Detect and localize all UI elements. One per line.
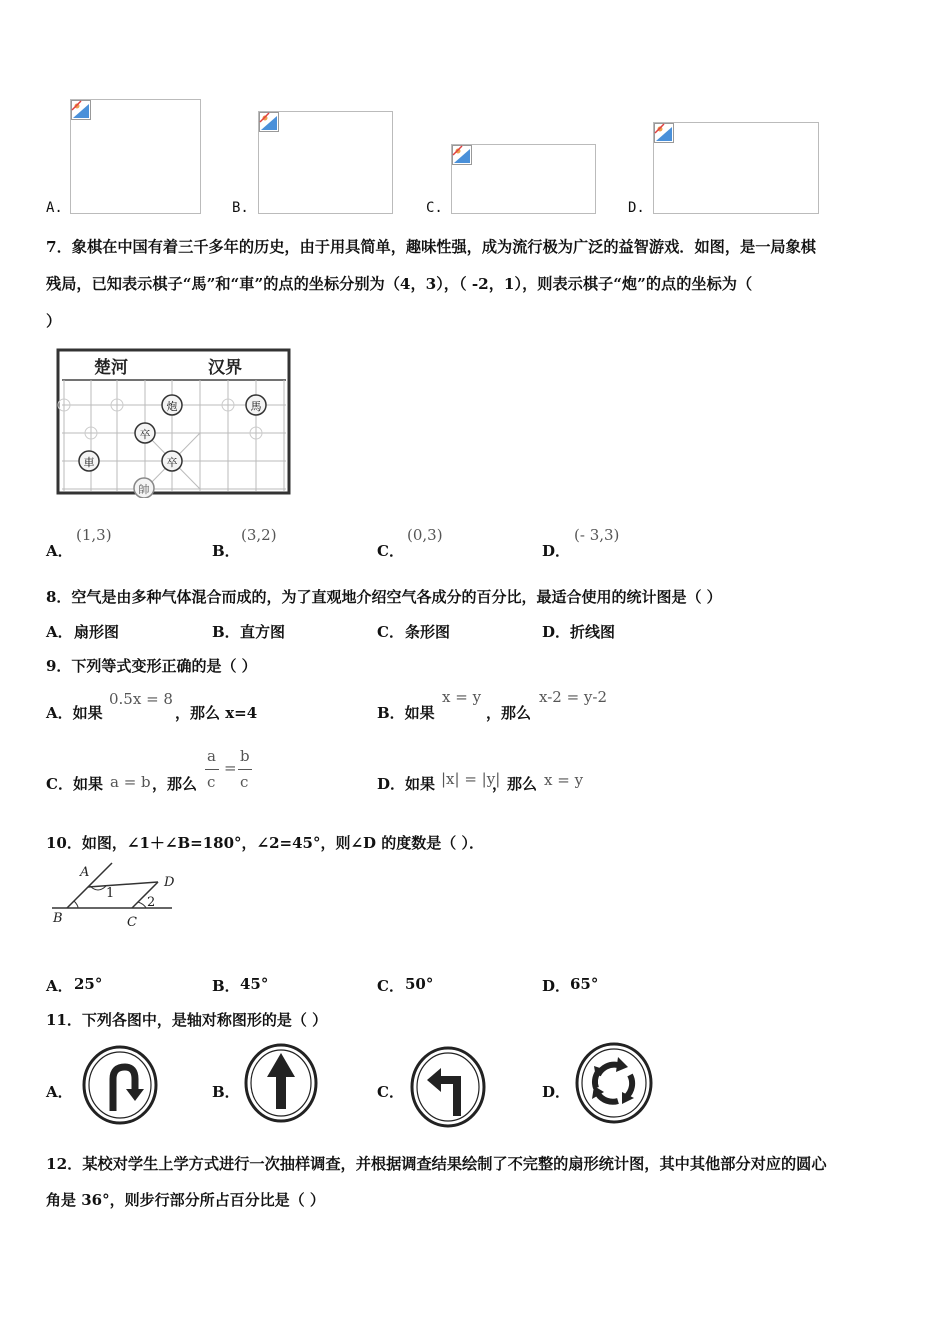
q11-option-d-label: D．	[542, 1083, 571, 1101]
q8-option-b-label: B．	[212, 623, 240, 641]
q9-option-d-mid: ，那么	[492, 775, 538, 793]
svg-text:帥: 帥	[138, 483, 150, 496]
river-right-text: 汉界	[208, 358, 242, 378]
q9-option-b-mid: ，那么	[486, 704, 532, 722]
equals-sign: =	[224, 759, 237, 777]
fraction1-numerator: a	[207, 747, 216, 765]
label-one: 1	[106, 886, 115, 901]
q9-option-c-fraction	[203, 747, 255, 795]
svg-text:車: 車	[83, 456, 95, 469]
q8-option-c-label: C．	[377, 623, 404, 641]
label-C: C	[127, 915, 137, 930]
q8-option-c-text: 条形图	[405, 623, 451, 641]
q11-option-b-label: B．	[212, 1083, 240, 1101]
label-two: 2	[147, 895, 156, 910]
chess-piece-shuai	[134, 478, 154, 498]
broken-image-icon	[259, 112, 279, 132]
chess-piece-ma	[246, 395, 266, 415]
q7-option-b-label: B．	[212, 542, 240, 560]
q7-option-d-label: D．	[542, 542, 571, 560]
q8-option-b-text: 直方图	[240, 623, 286, 641]
q9-option-a-tail: ，那么 x=4	[175, 704, 258, 722]
broken-image-icon	[654, 123, 674, 143]
q9-option-b-math1: x = y	[442, 688, 482, 706]
chess-piece-ju	[79, 451, 99, 471]
q6-option-c-image	[451, 144, 596, 214]
chess-piece-pao	[162, 395, 182, 415]
u-turn-sign-icon	[81, 1045, 159, 1125]
q7-stem-line2: 残局，已知表示棋子“馬”和“車”的点的坐标分别为（4，3），（ -2，1），则表示棋子“炮”的点的坐标为（	[46, 275, 753, 293]
q7-option-a-label: A．	[46, 542, 73, 560]
roundabout-sign-icon	[574, 1042, 654, 1124]
q10-parallelogram-figure	[50, 860, 185, 935]
q10-option-c-label: C．	[377, 977, 404, 995]
q7-stem-line1: 7．象棋在中国有着三千多年的历史，由于用具简单，趣味性强，成为流行极为广泛的益智游戏．如图，是一局象棋	[46, 238, 816, 256]
q7-option-c-label: C．	[377, 542, 404, 560]
q8-stem: 8．空气是由多种气体混合而成的，为了直观地介绍空气各成分的百分比，最适合使用的统计图是（ ）	[46, 588, 722, 606]
left-turn-sign-icon	[409, 1046, 487, 1128]
q7-option-c-value: (0,3)	[407, 526, 443, 544]
q9-option-b-math2: x-2 = y-2	[539, 688, 607, 706]
svg-text:卒: 卒	[139, 428, 151, 441]
q9-option-c-mid: ，那么	[152, 775, 198, 793]
q9-option-c-label: C．如果	[46, 775, 103, 793]
svg-text:炮: 炮	[166, 400, 178, 413]
q6-option-c-label: C.	[426, 200, 443, 216]
q6-option-d-image	[653, 122, 819, 214]
q8-option-d-label: D．	[542, 623, 571, 641]
q9-stem: 9．下列等式变形正确的是（ ）	[46, 657, 257, 675]
q12-stem-line2: 角是 36°，则步行部分所占百分比是（ ）	[46, 1191, 325, 1209]
q9-option-d-label: D．如果	[377, 775, 436, 793]
fraction2-numerator: b	[240, 747, 250, 765]
q10-option-c-text: 50°	[405, 975, 434, 993]
q11-option-c-label: C．	[377, 1083, 404, 1101]
label-A: A	[80, 865, 90, 880]
q12-stem-line1: 12．某校对学生上学方式进行一次抽样调查，并根据调查结果绘制了不完整的扇形统计图，其中其他部分对应的圆心	[46, 1155, 827, 1173]
q8-option-a-label: A．	[46, 623, 73, 641]
q8-option-a-text: 扇形图	[74, 623, 120, 641]
q10-option-d-label: D．	[542, 977, 571, 995]
q7-stem-line3: ）	[46, 312, 62, 330]
q10-stem: 10．如图，∠1＋∠B=180°，∠2=45°，则∠D 的度数是（ ）．	[46, 834, 484, 852]
q9-option-a-label: A．如果	[46, 704, 103, 722]
q10-option-b-text: 45°	[240, 975, 269, 993]
chess-piece-zu-1	[135, 423, 155, 443]
label-D: D	[164, 875, 175, 890]
q6-option-a-label: A.	[46, 200, 63, 216]
q9-option-d-math1: |x| = |y|	[441, 770, 501, 788]
broken-image-icon	[71, 100, 91, 120]
q7-chessboard-figure	[56, 348, 291, 498]
q6-option-d-label: D.	[628, 200, 645, 216]
q8-option-d-text: 折线图	[570, 623, 616, 641]
q6-option-a-image	[70, 99, 201, 214]
straight-arrow-sign-icon	[243, 1043, 319, 1123]
q10-option-d-text: 65°	[570, 975, 599, 993]
q6-option-b-image	[258, 111, 393, 214]
fraction1-denominator: c	[207, 773, 216, 791]
q10-option-b-label: B．	[212, 977, 240, 995]
svg-text:馬: 馬	[250, 400, 262, 413]
q7-option-a-value: (1,3)	[76, 526, 112, 544]
q9-option-a-math: 0.5x = 8	[109, 690, 173, 708]
broken-image-icon	[452, 145, 472, 165]
q6-option-b-label: B.	[232, 200, 249, 216]
svg-text:卒: 卒	[166, 456, 178, 469]
q7-option-d-value: (- 3,3)	[574, 526, 620, 544]
q10-option-a-text: 25°	[74, 975, 103, 993]
q7-option-b-value: (3,2)	[241, 526, 277, 544]
q10-option-a-label: A．	[46, 977, 73, 995]
q9-option-c-math1: a = b	[110, 773, 151, 791]
q9-option-b-label: B．如果	[377, 704, 435, 722]
fraction2-denominator: c	[240, 773, 249, 791]
chess-piece-zu-2	[162, 451, 182, 471]
q9-option-d-math2: x = y	[544, 771, 584, 789]
q11-option-a-label: A．	[46, 1083, 73, 1101]
label-B: B	[53, 911, 63, 926]
q11-stem: 11．下列各图中，是轴对称图形的是（ ）	[46, 1011, 328, 1029]
river-left-text: 楚河	[94, 358, 128, 378]
